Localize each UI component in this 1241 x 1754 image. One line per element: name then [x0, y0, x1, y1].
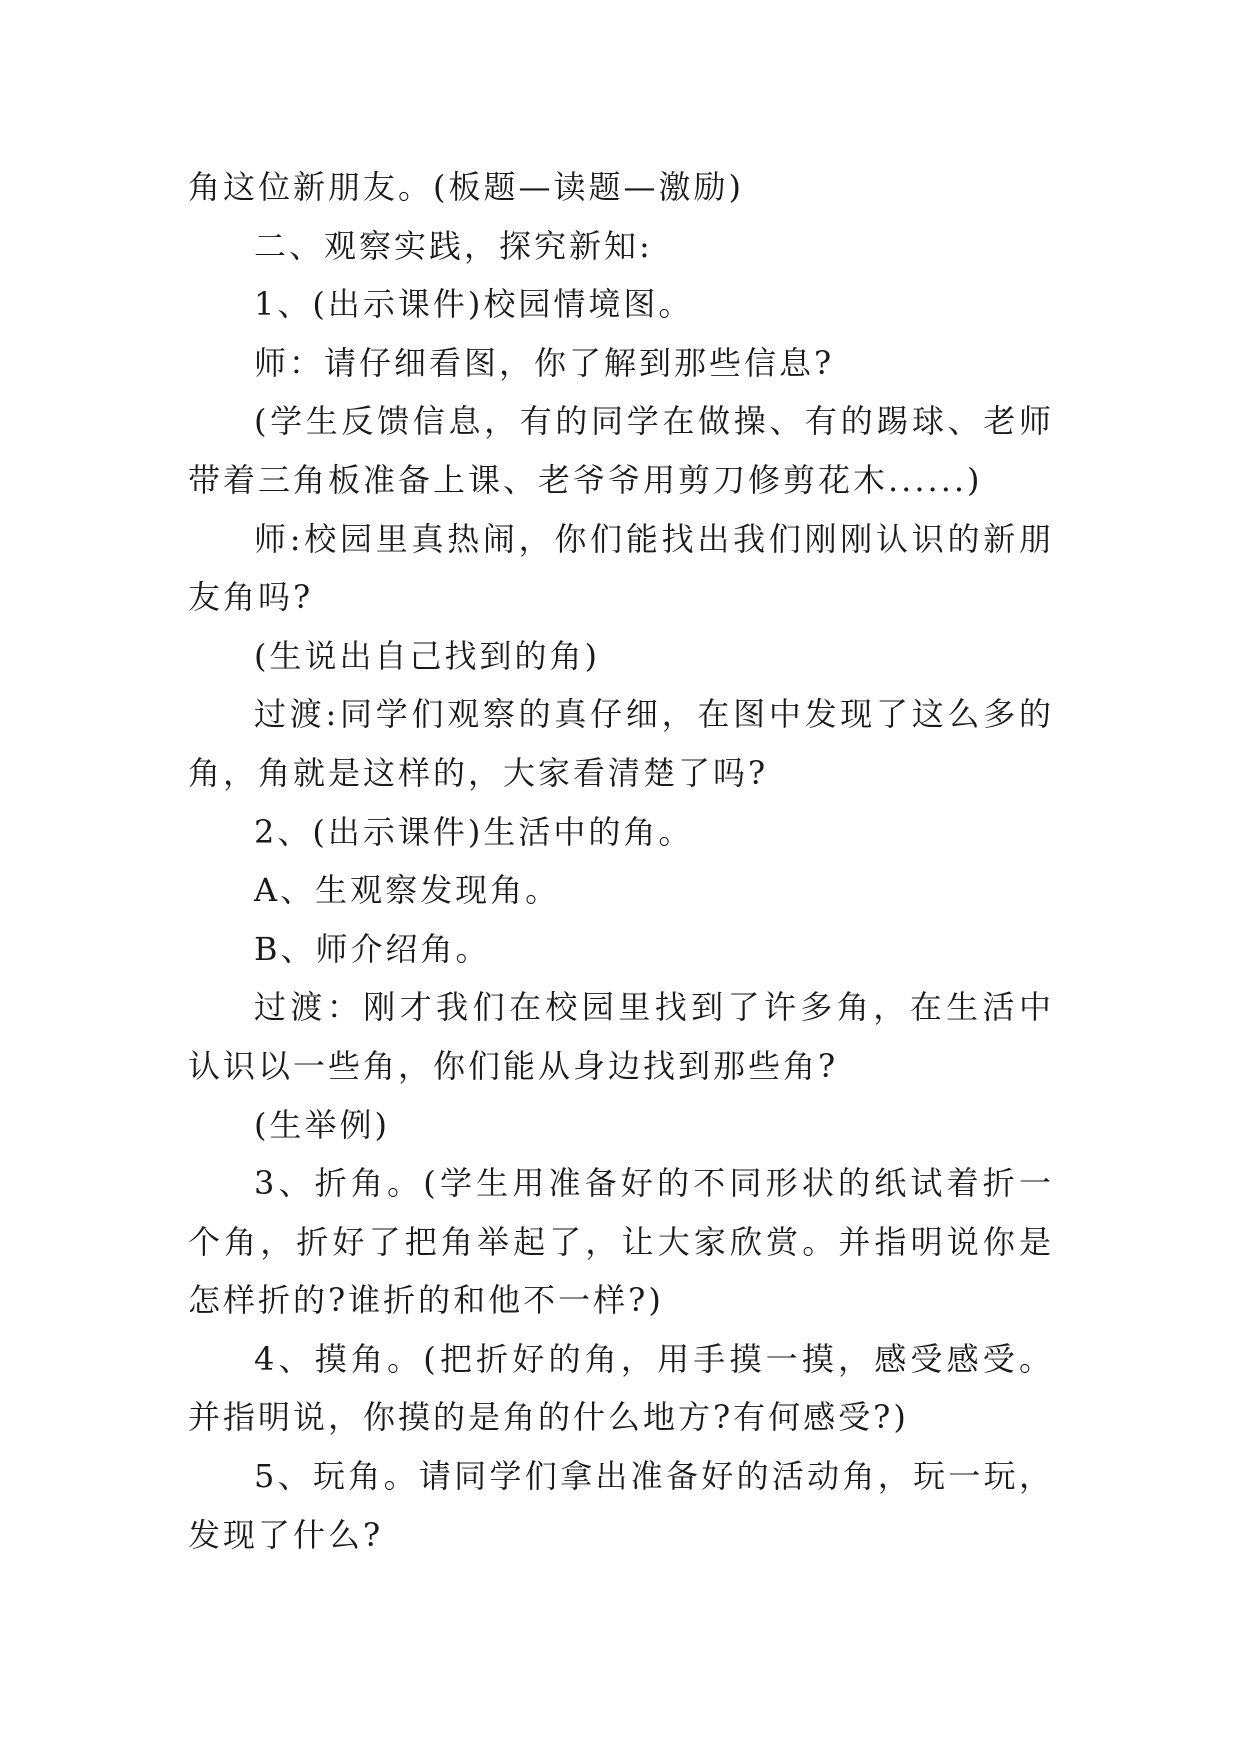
paragraph: 2、(出示课件)生活中的角。 [254, 812, 694, 851]
paragraph: 5、玩角。请同学们拿出准备好的活动角，玩一玩，发现了什么? [188, 1457, 1054, 1554]
paragraph: (生举例) [254, 1105, 390, 1144]
paragraph: 角这位新朋友。(板题—读题—激励) [188, 168, 744, 206]
paragraph: 3、折角。(学生用准备好的不同形状的纸试着折一个角，折好了把角举起了，让大家欣赏。并指明说你是怎样折的?谁折的和他不一样?) [188, 1164, 1054, 1320]
paragraph: 4、摸角。(把折好的角，用手摸一摸，感受感受。并指明说，你摸的是角的什么地方?有何感受?) [188, 1339, 1054, 1437]
paragraph: 1、(出示课件)校园情境图。 [254, 285, 694, 324]
paragraph: 过渡：刚才我们在校园里找到了许多角，在生活中认识以一些角，你们能从身边找到那些角? [188, 988, 1054, 1085]
paragraph: (学生反馈信息，有的同学在做操、有的踢球、老师带着三角板准备上课、老爷爷用剪刀修剪花木......) [188, 402, 1054, 499]
paragraph: B、师介绍角。 [254, 929, 491, 968]
section-heading: 二、观察实践，探究新知: [254, 226, 653, 265]
document-body [188, 158, 1054, 1564]
paragraph: (生说出自己找到的角) [254, 636, 600, 675]
paragraph: 师：请仔细看图，你了解到那些信息? [254, 343, 835, 382]
paragraph: A、生观察发现角。 [254, 871, 561, 910]
paragraph: 过渡:同学们观察的真仔细，在图中发现了这么多的角，角就是这样的，大家看清楚了吗? [188, 695, 1054, 792]
paragraph: 师:校园里真热闹，你们能找出我们刚刚认识的新朋友角吗? [188, 519, 1054, 617]
